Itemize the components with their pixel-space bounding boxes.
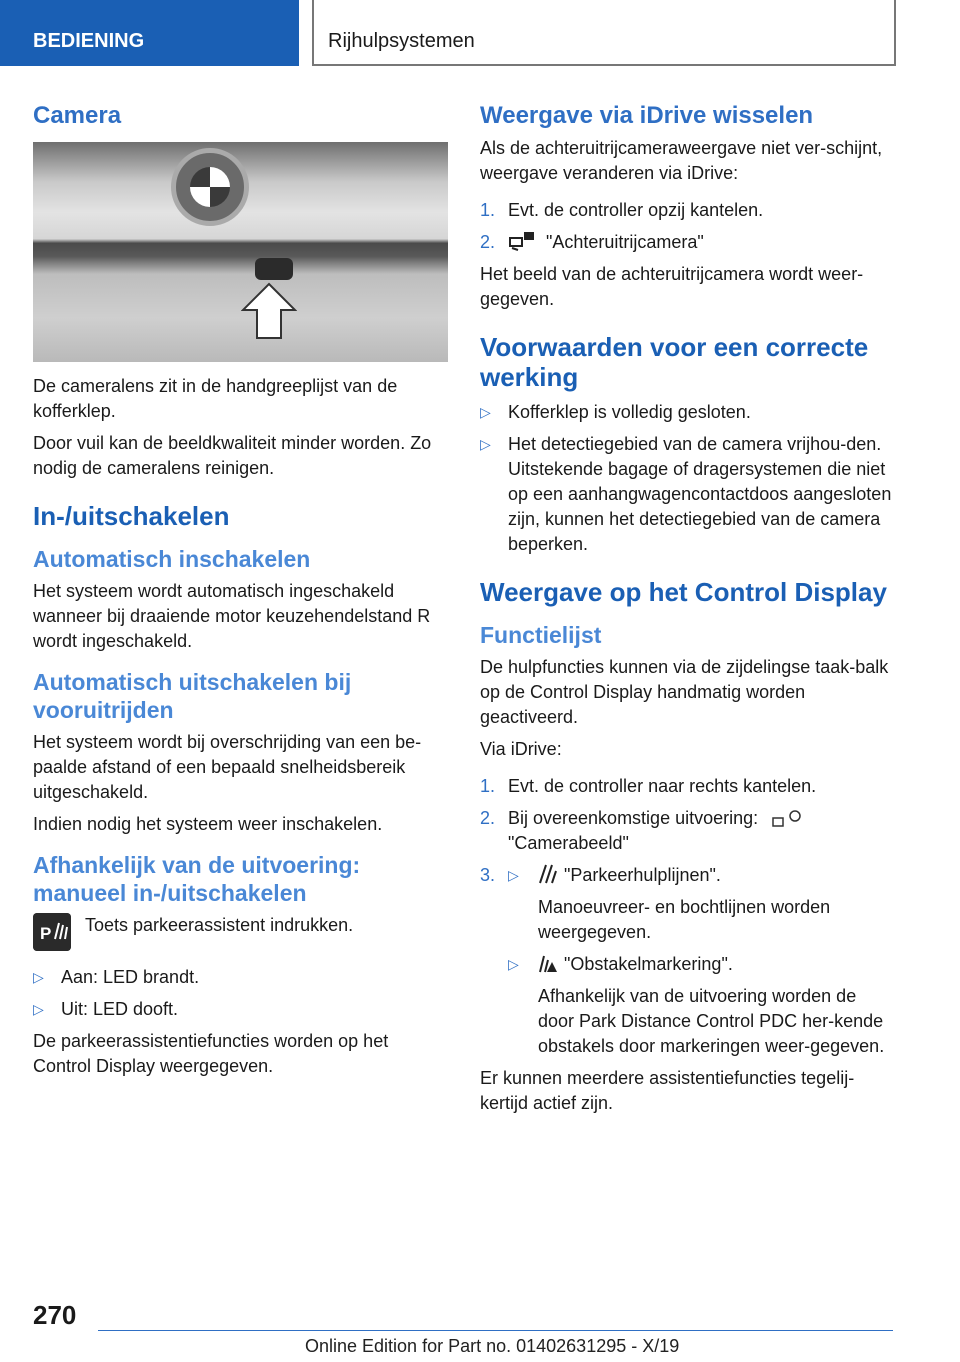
manual-heading: Afhankelijk van de uitvoering: manueel in-/uitschakelen — [33, 852, 361, 906]
switch-text-2: Het beeld van de achteruitrijcamera wordt weer-gegeven. — [480, 264, 864, 309]
display-heading: Weergave op het Control Display — [480, 577, 887, 607]
conditions-heading: Voorwaarden voor een correcte werking — [480, 332, 869, 392]
bmw-logo-image — [171, 148, 249, 226]
list-item: 2. "Achteruitrijcamera" — [480, 232, 704, 252]
auto-off-text-1: Het systeem wordt bij overschrijding van een be-paalde afstand of een bepaald snelheidsbereik uitgeschakeld. — [33, 732, 422, 802]
park-assist-key-text: Toets parkeerassistent indrukken. — [85, 915, 354, 935]
switch-heading: Weergave via iDrive wisselen — [480, 102, 814, 129]
camera-text-1: De cameralens zit in de handgreeplijst van de kofferklep. — [33, 376, 398, 421]
obstacle-marking-icon — [536, 952, 558, 974]
function-list-heading: Functielijst — [480, 622, 602, 648]
auto-on-text: Het systeem wordt automatisch ingeschakeld wanneer bij draaiende motor keuzehendelstand R wordt ingeschakeld. — [33, 581, 431, 651]
svg-text:P: P — [40, 924, 52, 943]
list-item: ▷ "Obstakelmarkering". — [508, 954, 733, 974]
camera-photo — [33, 142, 448, 362]
list-item: 2. Bij overeenkomstige uitvoering: "Camerabeeld" — [480, 806, 895, 856]
camera-text-2: Door vuil kan de beeldkwaliteit minder worden. Zo nodig de cameralens reinigen. — [33, 433, 432, 478]
right-column — [480, 100, 895, 1123]
auto-off-heading: Automatisch uitschakelen bij vooruitrijden — [33, 669, 352, 723]
list-item: ▷ Aan: LED brandt. — [33, 967, 200, 987]
list-item: 1. Evt. de controller naar rechts kantelen. — [480, 776, 817, 796]
via-idrive: Via iDrive: — [480, 739, 562, 759]
park-assist-key-row — [33, 913, 448, 951]
section-tab: BEDIENING — [0, 0, 299, 66]
park-assist-key-icon — [33, 913, 71, 951]
edition-footer: Online Edition for Part no. 01402631295 - X/19 — [305, 1336, 680, 1356]
left-column — [33, 100, 448, 1086]
camera-heading: Camera — [33, 102, 122, 129]
obstacle-text: Afhankelijk van de uitvoering worden de door Park Distance Control PDC her-kende obstakels door markeringen weer-gegeven. — [538, 986, 885, 1056]
list-item: 3. ▷ "Parkeerhulplijnen". — [480, 865, 721, 885]
auto-on-heading: Automatisch inschakelen — [33, 546, 311, 572]
auto-off-text-2: Indien nodig het systeem weer inschakelen. — [33, 814, 383, 834]
list-item: ▷ Het detectiegebied van de camera vrijhou-den. Uitstekende bagage of dragersystemen die niet op een aanhangwagencontactdoos aangesloten zijn, kunnen het detectiegebied van de camera beperken. — [480, 434, 892, 554]
footer-divider — [98, 1330, 893, 1331]
list-item: 1. Evt. de controller opzij kantelen. — [480, 200, 764, 220]
chapter-title: Rijhulpsystemen — [312, 0, 896, 66]
list-item: ▷ Kofferklep is volledig gesloten. — [480, 402, 751, 422]
camera-lens-image — [255, 258, 293, 280]
manual-text: De parkeerassistentiefuncties worden op het Control Display weergegeven. — [33, 1031, 389, 1076]
switch-text: Als de achteruitrijcameraweergave niet ver-schijnt, weergave veranderen via iDrive: — [480, 138, 883, 183]
function-text-2: Er kunnen meerdere assistentiefuncties tegelij-kertijd actief zijn. — [480, 1068, 855, 1113]
step3-text: Manoeuvreer- en bochtlijnen worden weergegeven. — [538, 897, 831, 942]
rear-camera-icon — [508, 230, 538, 252]
onoff-heading: In-/uitschakelen — [33, 501, 230, 531]
function-text: De hulpfuncties kunnen via de zijdelingse taak-balk op de Control Display handmatig worden geactiveerd. — [480, 657, 889, 727]
parking-lines-icon — [536, 863, 558, 885]
camera-settings-icon — [771, 808, 803, 830]
page-number: 270 — [33, 1300, 77, 1330]
list-item: ▷ Uit: LED dooft. — [33, 999, 179, 1019]
arrow-up-icon — [241, 282, 297, 340]
